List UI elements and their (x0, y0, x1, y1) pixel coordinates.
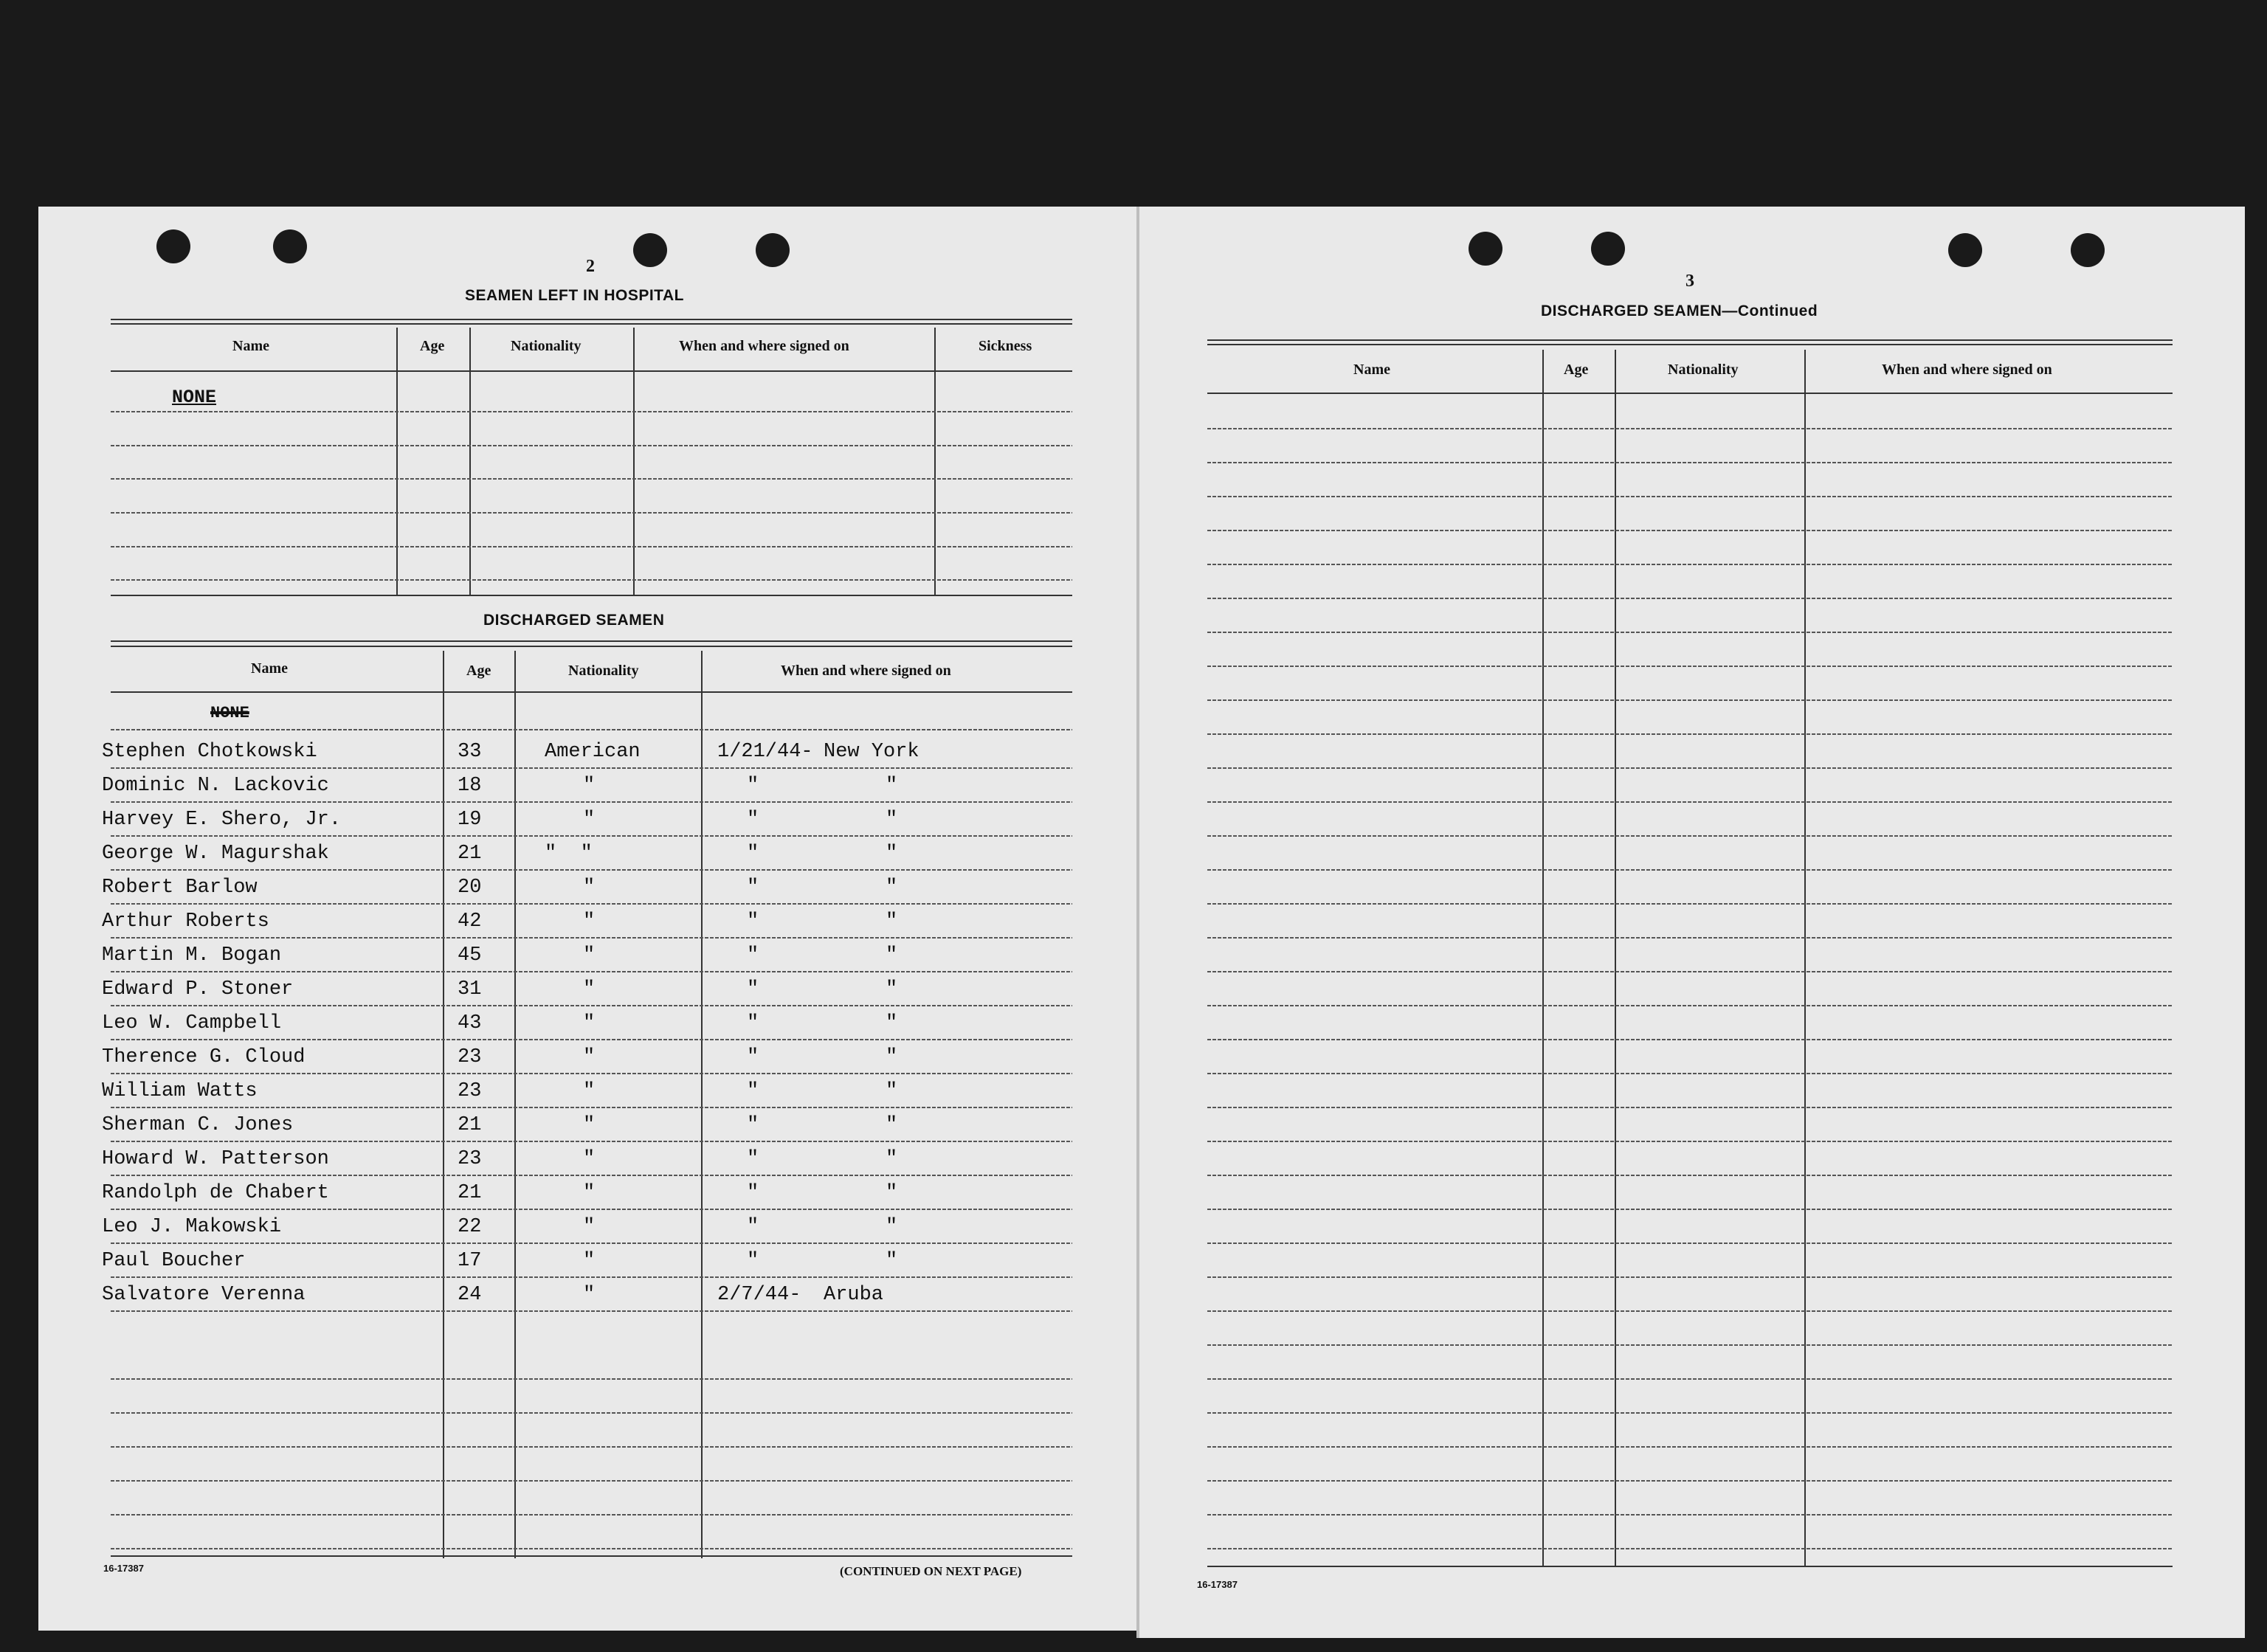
punch-hole (1591, 232, 1625, 266)
seaman-name: Therence G. Cloud (102, 1046, 306, 1068)
entry-line (1207, 1039, 2173, 1040)
signed-on-date: " (747, 944, 759, 967)
entry-line (1207, 1344, 2173, 1346)
seaman-age: 33 (458, 741, 482, 763)
seaman-age: 23 (458, 1046, 482, 1068)
seaman-nationality: " (583, 1148, 596, 1170)
entry-line (1207, 1446, 2173, 1448)
hospital-entry: NONE (172, 387, 217, 408)
signed-on-date: 1/21/44- (717, 741, 813, 763)
seaman-name: Leo J. Makowski (102, 1216, 282, 1238)
entry-line (111, 512, 1072, 514)
entry-line (1207, 1073, 2173, 1074)
entry-line (111, 1073, 1072, 1074)
seaman-name: Leo W. Campbell (102, 1012, 282, 1034)
signed-on-place: " (886, 1182, 898, 1204)
section-title-discharged: DISCHARGED SEAMEN (483, 612, 665, 629)
entry-line (111, 869, 1072, 871)
entry-line (111, 1548, 1072, 1549)
rule (111, 370, 1072, 372)
signed-on-place: " (886, 1216, 898, 1238)
rule (111, 1555, 1072, 1557)
col-header-age: Age (1564, 362, 1589, 378)
col-divider (469, 328, 471, 596)
signed-on-place: " (886, 1148, 898, 1170)
seaman-nationality: " (583, 1046, 596, 1068)
punch-hole (1469, 232, 1502, 266)
entry-line (111, 1378, 1072, 1380)
seaman-name: Martin M. Bogan (102, 944, 282, 967)
col-header-signed-on: When and where signed on (781, 663, 951, 679)
entry-line (1207, 1209, 2173, 1210)
section-title-continued: DISCHARGED SEAMEN—Continued (1541, 303, 1818, 319)
signed-on-place: New York (824, 741, 919, 763)
page-fold (1136, 207, 1139, 1638)
seaman-nationality: " (583, 1114, 596, 1136)
entry-line (1207, 428, 2173, 429)
page-number: 3 (1685, 272, 1694, 291)
seaman-name: Randolph de Chabert (102, 1182, 329, 1204)
rule (111, 646, 1072, 647)
signed-on-place: " (886, 1250, 898, 1272)
entry-line (111, 1412, 1072, 1414)
seaman-age: 31 (458, 978, 482, 1000)
signed-on-place: " (886, 809, 898, 831)
form-number: 16-17387 (1197, 1579, 1238, 1590)
section-title-hospital: SEAMEN LEFT IN HOSPITAL (465, 287, 684, 304)
seaman-age: 21 (458, 1182, 482, 1204)
entry-line (111, 1005, 1072, 1006)
seaman-age: 20 (458, 877, 482, 899)
entry-line (1207, 1005, 2173, 1006)
rule (1207, 339, 2173, 341)
entry-line (111, 767, 1072, 769)
signed-on-place: " (886, 775, 898, 797)
seaman-age: 23 (458, 1080, 482, 1102)
seaman-age: 21 (458, 843, 482, 865)
entry-line (1207, 767, 2173, 769)
seaman-name: Paul Boucher (102, 1250, 246, 1272)
punch-hole (156, 229, 190, 263)
seaman-age: 17 (458, 1250, 482, 1272)
punch-hole (633, 233, 667, 267)
entry-line (1207, 1378, 2173, 1380)
col-header-name: Name (232, 338, 269, 354)
punch-hole (756, 233, 790, 267)
seaman-nationality: " (583, 1250, 596, 1272)
entry-line (1207, 530, 2173, 531)
signed-on-date: 2/7/44- (717, 1284, 801, 1306)
signed-on-date: " (747, 877, 759, 899)
seaman-name: Edward P. Stoner (102, 978, 294, 1000)
seaman-nationality: " (583, 1012, 596, 1034)
entry-line (1207, 971, 2173, 972)
signed-on-date: " (747, 1080, 759, 1102)
seaman-age: 43 (458, 1012, 482, 1034)
page-number: 2 (586, 257, 595, 276)
signed-on-date: " (747, 1148, 759, 1170)
rule (1207, 344, 2173, 345)
signed-on-place: " (886, 910, 898, 933)
entry-line (111, 411, 1072, 412)
seaman-age: 42 (458, 910, 482, 933)
entry-line (111, 1514, 1072, 1516)
seaman-nationality: " (583, 775, 596, 797)
signed-on-date: " (747, 978, 759, 1000)
entry-line (1207, 462, 2173, 463)
seaman-age: 22 (458, 1216, 482, 1238)
rule (111, 640, 1072, 642)
entry-line (111, 546, 1072, 547)
seaman-age: 23 (458, 1148, 482, 1170)
entry-line (1207, 1480, 2173, 1482)
seaman-name: Dominic N. Lackovic (102, 775, 329, 797)
seaman-name: Howard W. Patterson (102, 1148, 329, 1170)
entry-line (1207, 1243, 2173, 1244)
col-header-nationality: Nationality (1668, 362, 1739, 378)
continued-note: (CONTINUED ON NEXT PAGE) (840, 1564, 1022, 1578)
entry-line (1207, 835, 2173, 837)
col-divider (1542, 350, 1544, 1567)
seaman-nationality: " (583, 910, 596, 933)
entry-line (1207, 699, 2173, 701)
seaman-nationality: " " (545, 843, 593, 865)
col-divider (396, 328, 398, 596)
col-header-name: Name (251, 660, 288, 677)
entry-line (1207, 1412, 2173, 1414)
entry-line (1207, 1107, 2173, 1108)
seaman-nationality: " (583, 1182, 596, 1204)
entry-line (111, 971, 1072, 972)
entry-line (111, 1480, 1072, 1482)
seaman-nationality: " (583, 877, 596, 899)
col-divider (701, 651, 703, 1558)
entry-line (111, 937, 1072, 939)
signed-on-date: " (747, 1114, 759, 1136)
seaman-age: 19 (458, 809, 482, 831)
entry-line (111, 1209, 1072, 1210)
seaman-nationality: American (545, 741, 641, 763)
col-divider (633, 328, 635, 596)
signed-on-place: Aruba (824, 1284, 884, 1306)
rule (1207, 393, 2173, 394)
rule (111, 319, 1072, 320)
entry-line (1207, 801, 2173, 803)
seaman-name: Harvey E. Shero, Jr. (102, 809, 342, 831)
signed-on-place: " (886, 877, 898, 899)
col-divider (514, 651, 516, 1558)
rule (111, 323, 1072, 325)
signed-on-date: " (747, 775, 759, 797)
signed-on-place: " (886, 1114, 898, 1136)
entry-line (111, 445, 1072, 446)
rule (1207, 1566, 2173, 1567)
punch-hole (1948, 233, 1982, 267)
seaman-nationality: " (583, 1080, 596, 1102)
seaman-age: 21 (458, 1114, 482, 1136)
entry-line (1207, 632, 2173, 633)
entry-line (111, 1107, 1072, 1108)
signed-on-place: " (886, 843, 898, 865)
seaman-nationality: " (583, 978, 596, 1000)
col-divider (443, 651, 444, 1558)
entry-line (111, 1243, 1072, 1244)
col-header-signed-on: When and where signed on (1882, 362, 2052, 378)
col-divider (1615, 350, 1616, 1567)
signed-on-date: " (747, 910, 759, 933)
entry-line (1207, 937, 2173, 939)
right-page (1138, 207, 2245, 1638)
seaman-age: 18 (458, 775, 482, 797)
seaman-nationality: " (583, 1216, 596, 1238)
seaman-name: Robert Barlow (102, 877, 258, 899)
signed-on-date: " (747, 1012, 759, 1034)
form-number: 16-17387 (103, 1563, 144, 1574)
entry-line (1207, 733, 2173, 735)
seaman-nationality: " (583, 944, 596, 967)
entry-line (1207, 1310, 2173, 1312)
entry-line (111, 903, 1072, 905)
entry-line (111, 1141, 1072, 1142)
entry-line (1207, 496, 2173, 497)
entry-line (111, 801, 1072, 803)
col-header-age: Age (420, 338, 445, 354)
seaman-age: 45 (458, 944, 482, 967)
entry-line (1207, 1514, 2173, 1516)
seaman-name: Stephen Chotkowski (102, 741, 317, 763)
entry-line (1207, 598, 2173, 599)
col-header-signed-on: When and where signed on (679, 338, 849, 354)
seaman-nationality: " (583, 1284, 596, 1306)
rule (111, 691, 1072, 693)
seaman-age: 24 (458, 1284, 482, 1306)
entry-line (1207, 903, 2173, 905)
seaman-name: Sherman C. Jones (102, 1114, 294, 1136)
seaman-name: William Watts (102, 1080, 258, 1102)
signed-on-place: " (886, 1046, 898, 1068)
entry-line (111, 1446, 1072, 1448)
signed-on-date: " (747, 1046, 759, 1068)
signed-on-place: " (886, 944, 898, 967)
entry-line (111, 835, 1072, 837)
signed-on-place: " (886, 978, 898, 1000)
punch-hole (2071, 233, 2105, 267)
entry-line (111, 579, 1072, 581)
signed-on-date: " (747, 1216, 759, 1238)
entry-line (111, 1175, 1072, 1176)
entry-line (111, 1276, 1072, 1278)
col-header-nationality: Nationality (511, 338, 582, 354)
seaman-name: Arthur Roberts (102, 910, 269, 933)
entry-line (1207, 666, 2173, 667)
col-header-sickness: Sickness (979, 338, 1032, 354)
signed-on-date: " (747, 843, 759, 865)
struck-entry: NONE (210, 704, 249, 722)
entry-line (1207, 1175, 2173, 1176)
entry-line (1207, 1548, 2173, 1549)
seaman-name: George W. Magurshak (102, 843, 329, 865)
entry-line (1207, 1141, 2173, 1142)
punch-hole (273, 229, 307, 263)
entry-line (111, 729, 1072, 730)
entry-line (1207, 564, 2173, 565)
signed-on-place: " (886, 1012, 898, 1034)
col-divider (1804, 350, 1806, 1567)
entry-line (111, 1039, 1072, 1040)
col-header-name: Name (1353, 362, 1390, 378)
seaman-name: Salvatore Verenna (102, 1284, 306, 1306)
entry-line (111, 1310, 1072, 1312)
entry-line (1207, 1276, 2173, 1278)
signed-on-date: " (747, 1250, 759, 1272)
entry-line (1207, 869, 2173, 871)
seaman-nationality: " (583, 809, 596, 831)
signed-on-date: " (747, 809, 759, 831)
signed-on-place: " (886, 1080, 898, 1102)
rule (111, 595, 1072, 596)
signed-on-date: " (747, 1182, 759, 1204)
entry-line (111, 478, 1072, 480)
col-header-nationality: Nationality (568, 663, 639, 679)
col-divider (934, 328, 936, 596)
col-header-age: Age (466, 663, 491, 679)
